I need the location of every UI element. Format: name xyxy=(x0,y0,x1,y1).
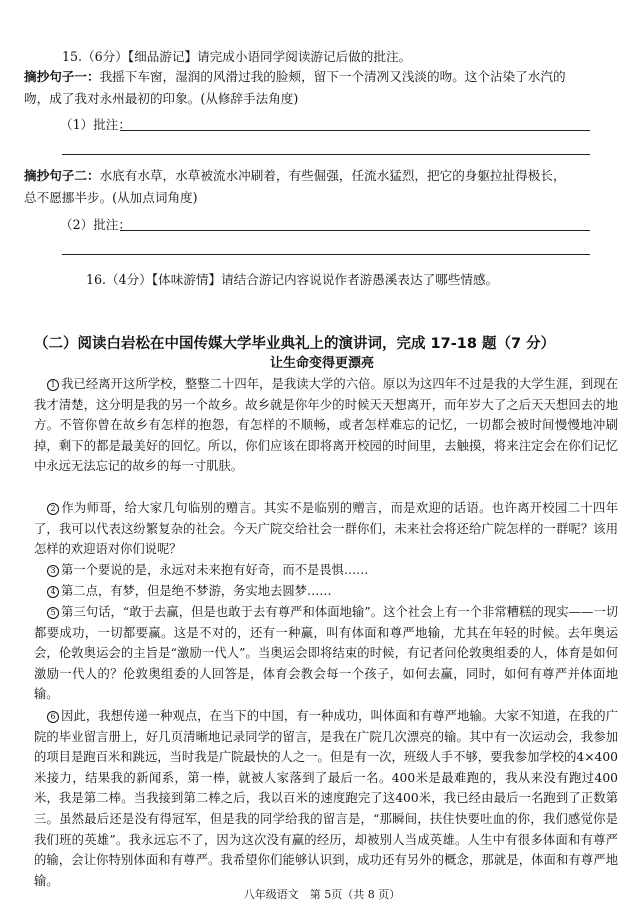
sentence1-continuation: 吻，成了我对永州最初的印象。(从修辞手法角度) xyxy=(24,91,299,106)
note2-label: （2）批注： xyxy=(60,217,131,232)
paragraph-2 xyxy=(34,498,618,560)
note2-answer-line-2[interactable] xyxy=(62,254,590,255)
section-two-title: （二）阅读白岩松在中国传媒大学毕业典礼上的演讲词，完成 17-18 题（7 分） xyxy=(34,336,556,352)
paragraph-text: 第二点，有梦，但是绝不梦游，务实地去圆梦…… xyxy=(61,584,332,598)
paragraph-number: 6 xyxy=(47,711,59,723)
q15-heading: 15.（6分）【细品游记】请完成小语同学阅读游记后做的批注。 xyxy=(62,49,412,64)
paragraph-text: 我已经离开这所学校，整整二十四年，是我读大学的六倍。原以为这四年不过是我的大学生涯，到现在我才清楚，这分明是我的另一个故乡。故乡就是你年少的时候天天想离开，而年岁大了之后天天想回去的地方。不管你曾在故乡有怎样的抱怨，有怎样的不顺畅，或者怎样难忘的记忆，一切都会被时间慢慢地冲刷掉，剩下的都是最美好的回忆。所以，你们应该在即将离开校园的时间里，去触摸，将来注定会在你们记忆中永远无法忘记的故乡的每一寸肌肤。 xyxy=(34,377,618,474)
paragraph-number: 5 xyxy=(47,607,59,619)
sentence1-label: 摘抄句子一： xyxy=(24,69,100,84)
paragraph-number: 1 xyxy=(47,379,59,391)
paragraph-text: 作为师哥，给大家几句临别的赠言。其实不是临别的赠言，而是欢迎的话语。也许离开校园二十四年了，我可以代表这纷繁复杂的社会。今天广院交给社会一群你们，未来社会将还给广院怎样的一群呢？该用怎样的欢迎语对你们说呢？ xyxy=(34,501,618,557)
paragraph-text: 第一个要说的是，永远对未来抱有好奇，而不是畏惧…… xyxy=(61,563,369,577)
paragraph-text: 第三句话，“敢于去赢，但是也敢于去有尊严和体面地输”。这个社会上有一个非常糟糕的现实——一切都要成功，一切都要赢。这是不对的，还有一种赢，叫有体面和尊严地输，尤其在年轻的时候。去年奥运会，伦敦奥运会的主旨是“激励一代人”。当奥运会即将结束的时候，有记者问伦敦奥组委的人，体育是如何激励一代人的？伦敦奥组委的人回答是，体育会教会每一个孩子，如何去赢，同时，如何有尊严并体面地输。 xyxy=(34,605,618,702)
paragraph-number: 4 xyxy=(47,586,59,598)
paragraph-4 xyxy=(34,581,618,602)
paragraph-3 xyxy=(34,560,618,581)
article-title: 让生命变得更漂亮 xyxy=(269,356,374,371)
paragraph-5 xyxy=(34,602,618,705)
paragraph-1 xyxy=(34,374,618,477)
sentence2-label: 摘抄句子二： xyxy=(24,168,100,183)
q15-sentence1 xyxy=(24,68,624,86)
paragraph-6 xyxy=(34,706,618,891)
page-footer: 八年级语文 第 5页（共 8 页） xyxy=(243,888,401,901)
paragraph-text: 因此，我想传递一种观点，在当下的中国，有一种成功，叫体面和有尊严地输。大家不知道，在我的广院的毕业留言册上，好几页清晰地记录同学的留言，是我在广院几次漂亮的输。其中有一次运动会，我参加的项目是跑百米和跳远，当时我是广院最快的人之一。但是有一次，班级人手不够，要我参加学校的4×400米接力，结果我的新闻系，第一棒，就被人家落到了最后一名。400米是最难跑的，我从来没有跑过400米，我是第二棒。当我接到第二棒之后，我以百米的速度跑完了这400米，我已经由最后一名跑到了正数第三。虽然最后还是没有得冠军，但是我的同学给我的留言是，“那瞬间，扶住快要吐血的你，我们感觉你是我们班的英雄”。我永远忘不了，因为这次没有赢的经历，却被别人当成英雄。人生中有很多体面和有尊严的输，会让你特别体面和有尊严。我希望你们能够认识到，成功还有另外的概念，那就是，体面和有尊严地输。 xyxy=(34,709,618,888)
note2-answer-line-1[interactable] xyxy=(120,230,590,231)
note1-label: （1）批注： xyxy=(60,117,131,132)
paragraph-number: 3 xyxy=(47,565,59,577)
q16-heading: 16.（4分）【体味游情】请结合游记内容说说作者游愚溪表达了哪些情感。 xyxy=(86,272,499,287)
sentence1-text: 我摇下车窗，湿润的风滑过我的脸颊，留下一个清冽又浅淡的吻。这个沾染了水汽的 xyxy=(99,69,566,84)
sentence2-text: 水底有水草，水草被流水冲刷着，有些倔强，任流水猛烈，把它的身躯拉扯得极长， xyxy=(99,168,566,183)
sentence2-continuation: 总不愿挪半步。(从加点词角度) xyxy=(24,190,198,205)
paragraph-number: 2 xyxy=(47,503,59,515)
note1-answer-line-1[interactable] xyxy=(120,130,590,131)
q15-sentence2 xyxy=(24,167,624,185)
note1-answer-line-2[interactable] xyxy=(62,154,590,155)
